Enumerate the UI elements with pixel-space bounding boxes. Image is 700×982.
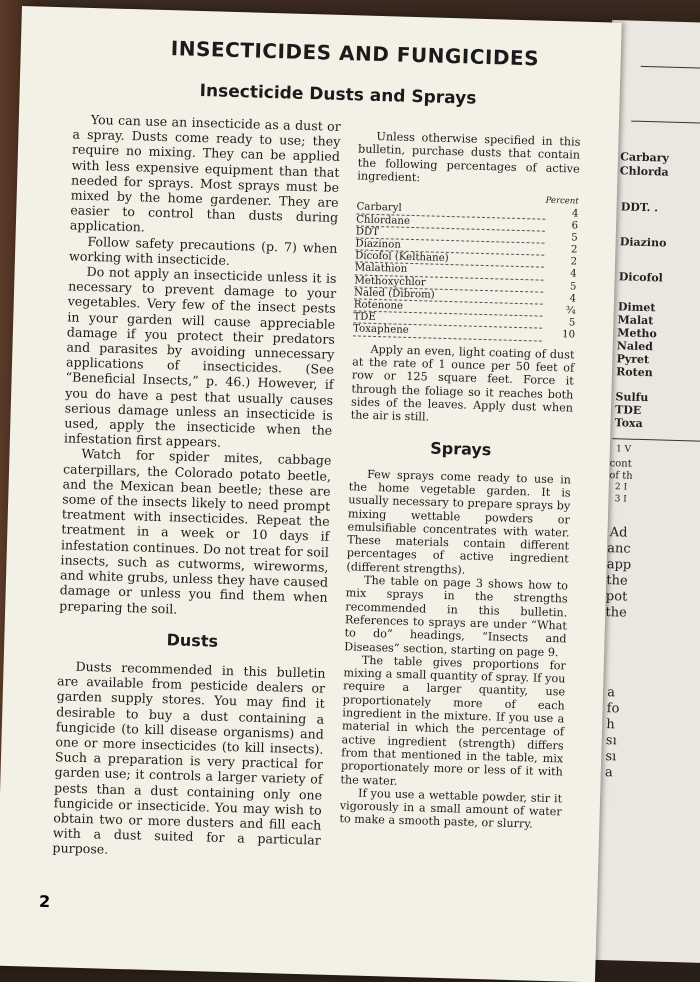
fragment: anc xyxy=(607,541,631,557)
fragment: of th xyxy=(609,470,633,482)
fragment: Dicofol xyxy=(618,270,663,285)
fragment: app xyxy=(606,557,632,573)
fragment: TDE xyxy=(614,403,642,417)
percent-value: 4 xyxy=(570,268,577,280)
page-title: INSECTICIDES AND FUNGICIDES xyxy=(170,36,540,71)
fragment: sı xyxy=(605,749,617,765)
percent-value: 6 xyxy=(571,220,579,232)
percent-value: 2 xyxy=(570,244,578,256)
paragraph: Follow safety precautions (p. 7) when working with insecticide. xyxy=(68,233,338,268)
sprays-heading: Sprays xyxy=(429,438,492,460)
insecticide-name: Diazinon xyxy=(355,238,544,255)
paragraph: Apply an even, light coating of dust at the rate of 1 ounce per 50 feet of row or 125 square feet. Force it through the foliage so it reaches both sides of the leaves. Apply dust when the air is still. xyxy=(350,342,575,424)
percent-value: 5 xyxy=(571,232,578,244)
right-column xyxy=(339,129,580,832)
paragraph: Watch for spider mites, cabbage caterpillars, the Colorado potato beetle, and the Mexican bean beetle; these are some of the insects likely to need prompt treatment with insecticides. Repeat the treatment in a week or 10 days if infestation continues. Do not treat for soil insects, such as cutworms, wireworms, and white grubs, unless they have caused damage or unless you find them when preparing the soil. xyxy=(59,446,332,617)
fragment: the xyxy=(606,573,628,589)
fragment: fo xyxy=(606,701,620,717)
insecticide-name: Rotenone xyxy=(354,299,543,316)
insecticide-name: Chlordane xyxy=(356,214,545,231)
percent-value: 4 xyxy=(571,208,579,220)
percent-value: 2 xyxy=(570,256,578,268)
percent-value: 5 xyxy=(568,317,576,329)
insecticide-name: TDE xyxy=(353,311,542,328)
fragment: Dimet xyxy=(617,300,656,315)
insecticide-name: Dicofol (Kelthane) xyxy=(355,250,544,267)
paragraph: Few sprays come ready to use in the home vegetable garden. It is usually necessary to prepare sprays by mixing wettable powders or emulsifiable concentrates with water. These materials contain different percentages of active ingredient (different strengths). xyxy=(346,467,572,577)
fragment: h xyxy=(606,717,615,733)
fragment: Metho xyxy=(617,326,658,341)
rule xyxy=(631,121,700,125)
booklet-page xyxy=(0,6,622,982)
fragment: Carbary xyxy=(620,150,670,165)
fragment: Sulfu xyxy=(615,390,649,405)
insecticide-name: Carbaryl xyxy=(356,202,545,219)
fragment: Naled xyxy=(616,339,654,354)
rule xyxy=(612,438,700,442)
fragment: Roten xyxy=(615,365,653,380)
fragment: Chlorda xyxy=(619,164,669,179)
fragment: sı xyxy=(605,733,617,749)
insecticide-name: Toxaphene xyxy=(353,323,542,340)
percent-value: 4 xyxy=(569,293,577,305)
dusts-heading: Dusts xyxy=(166,629,219,651)
fragment: a xyxy=(607,685,616,701)
fragment: a xyxy=(604,765,613,781)
paragraph: Unless otherwise specified in this bulletin, purchase dusts that contain the following percentages of active ingredient: xyxy=(357,129,581,185)
fragment: Toxa xyxy=(614,416,643,431)
paragraph: The table on page 3 shows how to mix sprays in the strengths recommended in this bulletin. References to sprays are under “What to do” headings, “Insects and Diseases” section, starting on page 9. xyxy=(344,573,569,659)
fragment: the xyxy=(605,605,627,621)
percent-value: 10 xyxy=(561,329,576,341)
table-header: Percent xyxy=(545,195,579,207)
paragraph: Do not apply an insecticide unless it is necessary to prevent damage to your vegetables. Very few of the insect pests in your garden will cause appreciable damage if you protect their predators and parasites by avoiding unnecessary applications of insecticides. (See “Beneficial Insects,” p. 46.) However, if you do have a pest that usually causes serious damage unless an insecticide is used, apply the insecticide when the infestation first appears. xyxy=(63,263,337,450)
fragment: 3 I xyxy=(614,494,627,505)
rule xyxy=(641,66,700,70)
paragraph: Dusts recommended in this bulletin are available from pesticide dealers or garden supply stores. You may find it desirable to buy a dust containing a fungicide (to kill disease organisms) and one or more insecticides (to kill insects). Such a preparation is very practical for garden use; it controls a larger variety of pests than a dust containing only one fungicide or insecticide. You may wish to obtain two or more dusters and fill each with a dust suited for a particular purpose. xyxy=(52,658,326,858)
insecticide-name: Naled (Dibrom) xyxy=(354,287,543,304)
fragment: Ad xyxy=(609,525,628,541)
insecticide-name: Malathion xyxy=(355,262,544,279)
dust-percentage-table xyxy=(353,191,579,343)
fragment: 1 V xyxy=(615,444,632,455)
fragment: 2 I xyxy=(614,482,628,493)
fragment: Diazino xyxy=(619,235,667,250)
percent-value: 5 xyxy=(569,281,577,293)
paragraph: If you use a wettable powder, stir it vigorously in a small amount of water to make a smooth paste, or slurry. xyxy=(339,786,563,831)
insecticide-name: DDT xyxy=(356,226,545,243)
fragment: pot xyxy=(605,589,628,605)
insecticide-name: Methoxychlor xyxy=(354,275,543,292)
fragment: Malat xyxy=(617,313,654,328)
paragraph: You can use an insecticide as a dust or a spray. Dusts come ready to use; they require no mixing. They can be applied with less expensive equipment than that needed for sprays. Most sprays must be mixed by the home gardener. They are easier to control than dusts during application. xyxy=(69,111,341,235)
page-number: 2 xyxy=(38,891,51,912)
left-column xyxy=(52,111,341,863)
paragraph: The table gives proportions for mixing a small quantity of spray. If you require a larger quantity, use proportionately more of each ingredient in the mixture. If you use a material in which the percentage of active ingredient (strength) differs from that mentioned in the table, mix proportionately more or less of it with the water. xyxy=(340,653,566,788)
percent-value: ¾ xyxy=(565,305,576,317)
section-title: Insecticide Dusts and Sprays xyxy=(199,80,477,109)
fragment: Pyret xyxy=(616,352,650,367)
fragment: DDT. . xyxy=(620,200,659,215)
fragment: cont xyxy=(609,458,632,470)
